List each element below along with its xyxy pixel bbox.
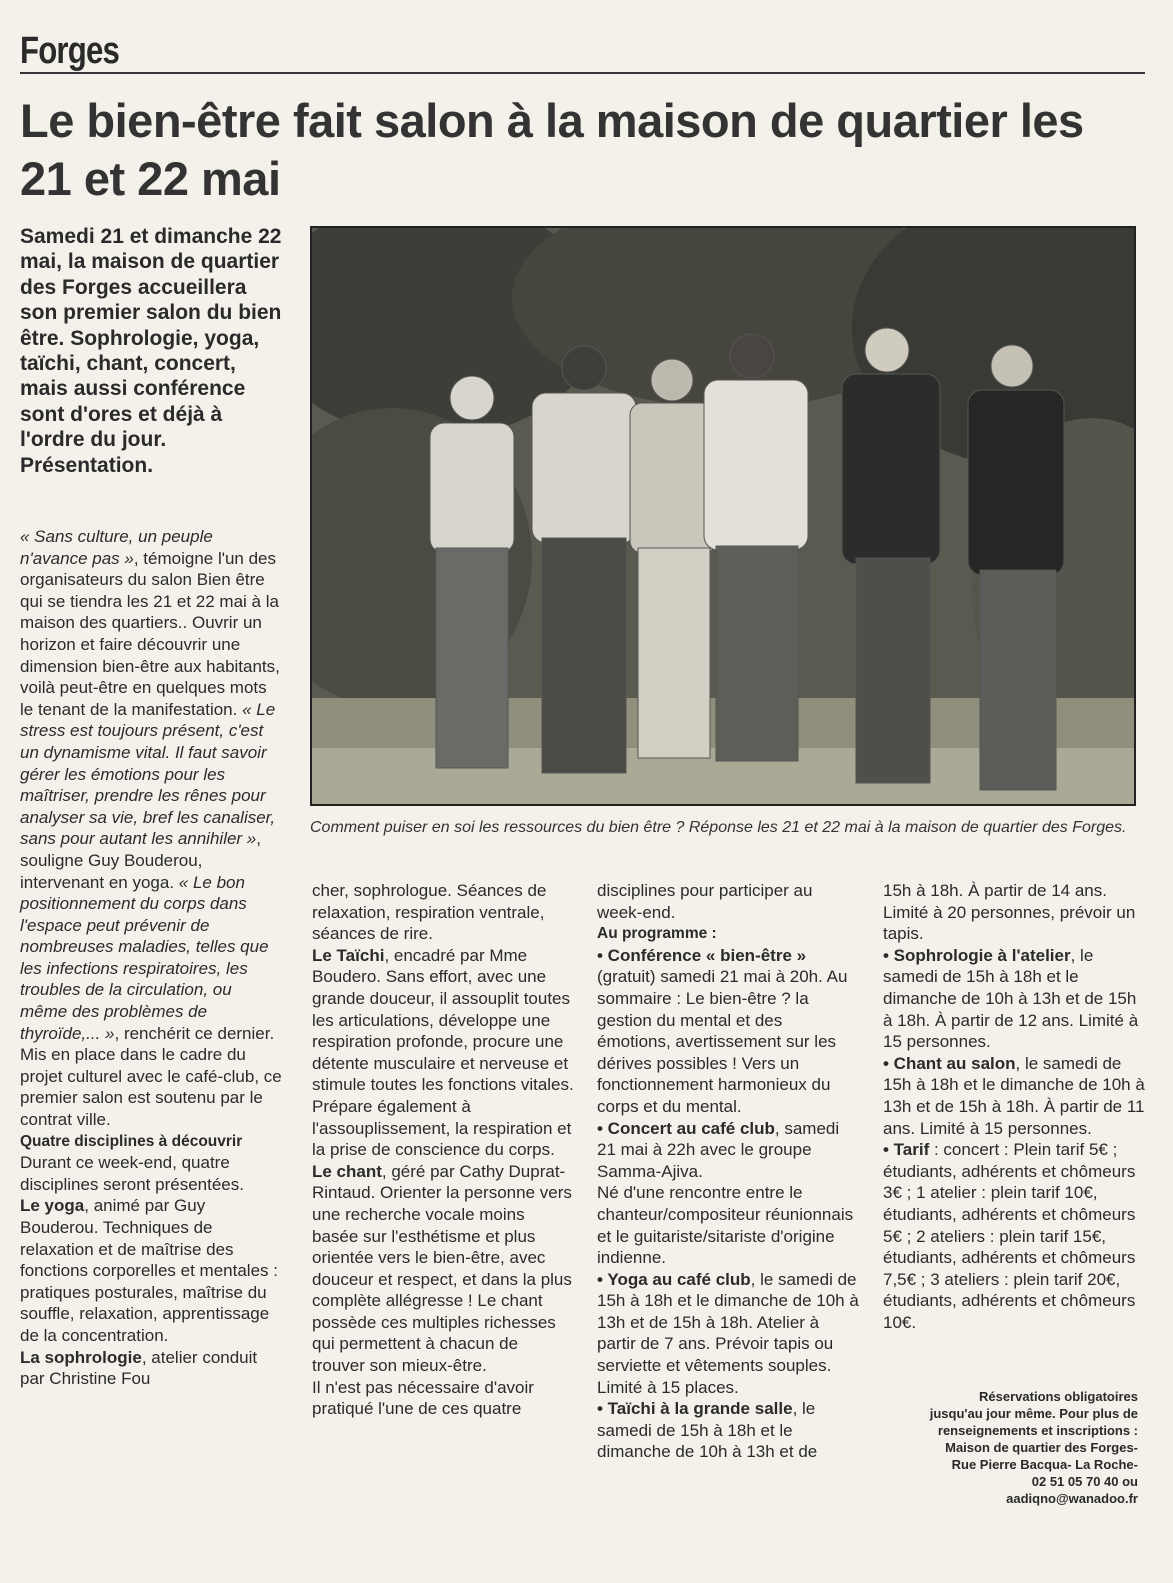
group-photo [310, 226, 1136, 806]
body-text: , le samedi de 15h à 18h et le dimanche de 10h à 13h et de 15h à 18h. Atelier à partir de 7 ans. Prévoir tapis ou serviette et vêtements souples. Limité à 15 places. [597, 1269, 859, 1397]
body-text: , géré par Cathy Duprat-Rintaud. Orienter la personne vers une recherche vocale moins basée sur l'esthétisme et plus orientée vers le bien-être, avec douceur et respect, et dans la plus complète allégresse ! Le chant possède ces multiples richesses qui permettent à chacun de trouver son mieux-être. [312, 1161, 572, 1376]
keyword-chant-salon: • Chant au salon [883, 1053, 1016, 1073]
body-text: , animé par Guy Bouderou. Techniques de relaxation et de maîtrise des fonctions corporelles et mentales : pratiques posturales, maîtrise du souffle, relaxation, apprentissage de la concentration. [20, 1196, 278, 1345]
body-text: 15h à 18h. À partir de 14 ans. Limité à 20 personnes, prévoir un tapis. [883, 881, 1136, 944]
article-column-1 [20, 526, 282, 1390]
keyword-tarif: • Tarif [883, 1140, 930, 1160]
keyword-yoga: Le yoga [20, 1196, 85, 1216]
keyword-sophrologie: La sophrologie [20, 1347, 142, 1367]
reservation-line: renseignements et inscriptions : [937, 1423, 1138, 1438]
body-text: , samedi 21 mai à 22h avec le groupe Samma-Ajiva. [597, 1118, 840, 1181]
article-column-4 [883, 880, 1145, 1333]
headline: Le bien-être fait salon à la maison de quartier les 21 et 22 mai [20, 94, 1084, 205]
lead-paragraph: Samedi 21 et dimanche 22 mai, la maison de quartier des Forges accueillera son premier salon du bien être. Sophrologie, yoga, taïchi, chant, concert, mais aussi conférence sont d'ores et déjà à l'ordre du jour. Présentation. [20, 225, 282, 477]
body-text: cher, sophrologue. Séances de relaxation, respiration ventrale, séances de rire. [312, 881, 547, 944]
reservation-info [883, 1388, 1138, 1507]
quote-3: « Le bon positionnement du corps dans l'espace peut prévenir de nombreuses maladies, telles que les infections respiratoires, les troubles de la circulation, ou même des problèmes de thyroïde,... » [20, 872, 269, 1043]
reservation-address: Rue Pierre Bacqua- La Roche- [951, 1457, 1138, 1472]
quote-2: « Le stress est toujours présent, c'est un dynamisme vital. Il faut savoir gérer les émotions pour les maîtriser, prendre les rênes pour analyser sa vie, bref les canaliser, sans pour autant les annihiler » [20, 699, 276, 849]
reservation-line: Réservations obligatoires [979, 1389, 1138, 1404]
keyword-taichi: Le Taïchi [312, 945, 385, 965]
article-column-2 [312, 880, 574, 1420]
section-title: Forges [20, 30, 119, 72]
body-text: , souligne Guy Bouderou, intervenant en yoga. [20, 829, 261, 892]
body-text: Né d'une rencontre entre le chanteur/compositeur réunionnais et le guitariste/sitariste d'origine indienne. [597, 1183, 854, 1268]
header-rule [20, 72, 1145, 74]
group-photo-illustration [312, 228, 1134, 804]
subheading-disciplines: Quatre disciplines à découvrir [20, 1132, 243, 1150]
reservation-phone: 02 51 05 70 40 ou [1031, 1474, 1138, 1489]
keyword-taichi-salle: • Taïchi à la grande salle [597, 1399, 793, 1419]
body-text: , le samedi de 15h à 18h et le dimanche de 10h à 13h et de 15h à 18h. À partir de 11 ans. Limité à 15 personnes. [883, 1053, 1145, 1138]
article-column-3 [597, 880, 859, 1463]
keyword-yoga-cafe: • Yoga au café club [597, 1269, 751, 1289]
body-text: Il n'est pas nécessaire d'avoir pratiqué l'une de ces quatre [312, 1377, 534, 1419]
body-text: disciplines pour participer au week-end. [597, 881, 813, 922]
reservation-line: jusqu'au jour même. Pour plus de [929, 1406, 1138, 1421]
body-text: , atelier conduit par Christine Fou [20, 1347, 258, 1389]
body-text: , encadré par Mme Boudero. Sans effort, avec une grande douceur, il assouplit toutes les articulations, développe une respiration profonde, procure une détente musculaire et nerveuse et stimule toutes les fonctions vitales. Prépare également à l'assouplissement, la respiration et la prise de conscience du corps. [312, 945, 574, 1160]
photo-caption: Comment puiser en soi les ressources du bien être ? Réponse les 21 et 22 mai à la maison de quartier des Forges. [310, 819, 1127, 836]
reservation-email: aadiqno@wanadoo.fr [1006, 1491, 1138, 1506]
subheading-programme: Au programme : [597, 925, 717, 943]
body-text: : concert : Plein tarif 5€ ; étudiants, adhérents et chômeurs 3€ ; 1 atelier : plein tarif 10€, étudiants, adhérents et chômeurs 5€ ; 2 ateliers : plein tarif 15€, étudiants, adhérents et chômeurs 7,5€ ; 3 ateliers : plein tarif 20€, étudiants, adhérents et chômeurs 10€. [883, 1140, 1136, 1332]
body-text: , le samedi de 15h à 18h et le dimanche de 10h à 13h et de 15h à 18h. À partir de 12 ans. Limité à 15 personnes. [883, 945, 1139, 1052]
body-text: , renchérit ce dernier. Mis en place dans le cadre du projet culturel avec le café-club, ce premier salon est soutenu par le contrat ville. [20, 1023, 282, 1130]
keyword-conference: • Conférence « bien-être » [597, 945, 807, 965]
body-text: Durant ce week-end, quatre disciplines seront présentées. [20, 1153, 244, 1194]
reservation-address: Maison de quartier des Forges- [945, 1440, 1138, 1455]
body-text: (gratuit) samedi 21 mai à 20h. Au sommaire : Le bien-être ? la gestion du mental et des émotions, avertissement sur les dérives possibles ! Vers un fonctionnement harmonieux du corps et du mental. [597, 967, 848, 1116]
body-text: , le samedi de 15h à 18h et le dimanche de 10h à 13h et de [597, 1399, 818, 1462]
quote-1: « Sans culture, un peuple n'avance pas » [20, 527, 213, 568]
keyword-chant: Le chant [312, 1161, 382, 1181]
body-text: , témoigne l'un des organisateurs du salon Bien être qui se tiendra les 21 et 22 mai à la maison des quartiers.. Ouvrir un horizon et faire découvrir une dimension bien-être aux habitants, voilà peut-être en quelques mots le tenant de la manifestation. [20, 548, 280, 719]
keyword-concert: • Concert au café club [597, 1118, 775, 1138]
keyword-sophrologie-atelier: • Sophrologie à l'atelier [883, 945, 1071, 965]
